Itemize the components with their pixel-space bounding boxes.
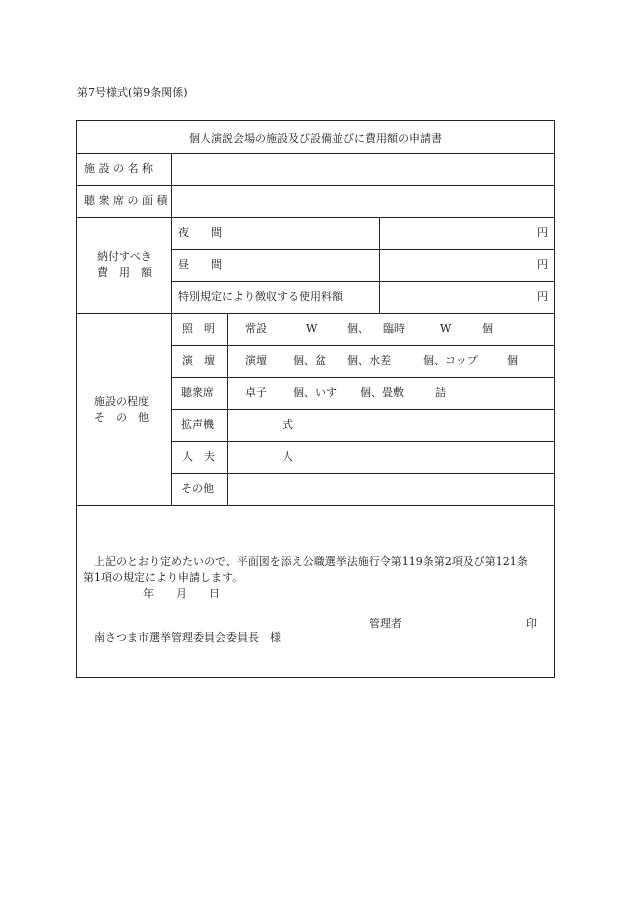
declaration-text: 第1項の規定により申請します。: [83, 571, 244, 584]
seating-item: 個、畳敷: [360, 386, 404, 399]
rule: [77, 313, 554, 314]
rule: [171, 153, 172, 505]
lighting-item: 個: [482, 322, 493, 335]
seating-item: 詰: [435, 386, 446, 399]
rule: [77, 185, 554, 186]
seating-area-label: 聴 衆 席 の 面 積: [84, 194, 168, 207]
rule: [171, 281, 554, 282]
podium-item: 個: [507, 354, 518, 367]
rule: [171, 441, 554, 442]
podium-item: 個、盆: [293, 354, 326, 367]
podium-item: 個、水差: [347, 354, 391, 367]
yen-unit: 円: [537, 258, 548, 271]
yen-unit: 円: [537, 226, 548, 239]
day-fee-label: 昼 間: [178, 258, 222, 271]
rule: [227, 313, 228, 505]
facility-name-label: 施 設 の 名 称: [84, 162, 153, 175]
podium-item: 個、コップ: [423, 354, 478, 367]
form-title: 個人演説会場の施設及び設備並びに費用額の申請書: [189, 132, 442, 145]
lighting-item: W: [306, 322, 318, 335]
declaration-text: 上記のとおり定めたいので、平面図を添え公職選挙法施行令第119条第2項及び第121条: [94, 555, 528, 568]
loudspeaker-item: 式: [282, 418, 293, 431]
yen-unit: 円: [537, 290, 548, 303]
laborer-item: 人: [282, 450, 293, 463]
addressee: 南さつま市選挙管理委員会委員長 様: [94, 631, 281, 644]
rule: [77, 153, 554, 154]
lighting-label: 照 明: [182, 322, 215, 335]
rule: [77, 217, 554, 218]
application-form: [76, 120, 555, 678]
rule: [171, 409, 554, 410]
lighting-item: 常設: [245, 322, 267, 335]
rule: [171, 473, 554, 474]
other-label: その他: [181, 482, 214, 495]
loudspeaker-label: 拡声機: [181, 418, 214, 431]
lighting-item: 個、: [347, 322, 369, 335]
seating-item: 個、いす: [293, 386, 337, 399]
form-number-note: 第7号様式(第9条関係): [77, 86, 188, 99]
rule: [379, 217, 380, 313]
rule: [77, 505, 554, 506]
fees-label: 納付すべき: [97, 250, 152, 263]
equipment-label: 施設の程度: [94, 395, 149, 408]
manager-label: 管理者: [369, 617, 402, 630]
lighting-item: 臨時: [383, 322, 405, 335]
rule: [171, 249, 554, 250]
equipment-label: そ の 他: [94, 411, 149, 424]
special-fee-label: 特別規定により徴収する使用料額: [178, 290, 343, 303]
application-date: 年 月 日: [143, 587, 220, 600]
rule: [171, 345, 554, 346]
seal-mark: 印: [526, 617, 537, 630]
lighting-item: W: [440, 322, 452, 335]
fees-label: 費 用 額: [97, 266, 152, 279]
seating-label: 聴衆席: [181, 386, 214, 399]
podium-item: 演壇: [245, 354, 267, 367]
rule: [171, 377, 554, 378]
seating-item: 卓子: [245, 386, 267, 399]
podium-label: 演 壇: [182, 354, 215, 367]
laborer-label: 人 夫: [182, 450, 215, 463]
night-fee-label: 夜 間: [178, 226, 222, 239]
